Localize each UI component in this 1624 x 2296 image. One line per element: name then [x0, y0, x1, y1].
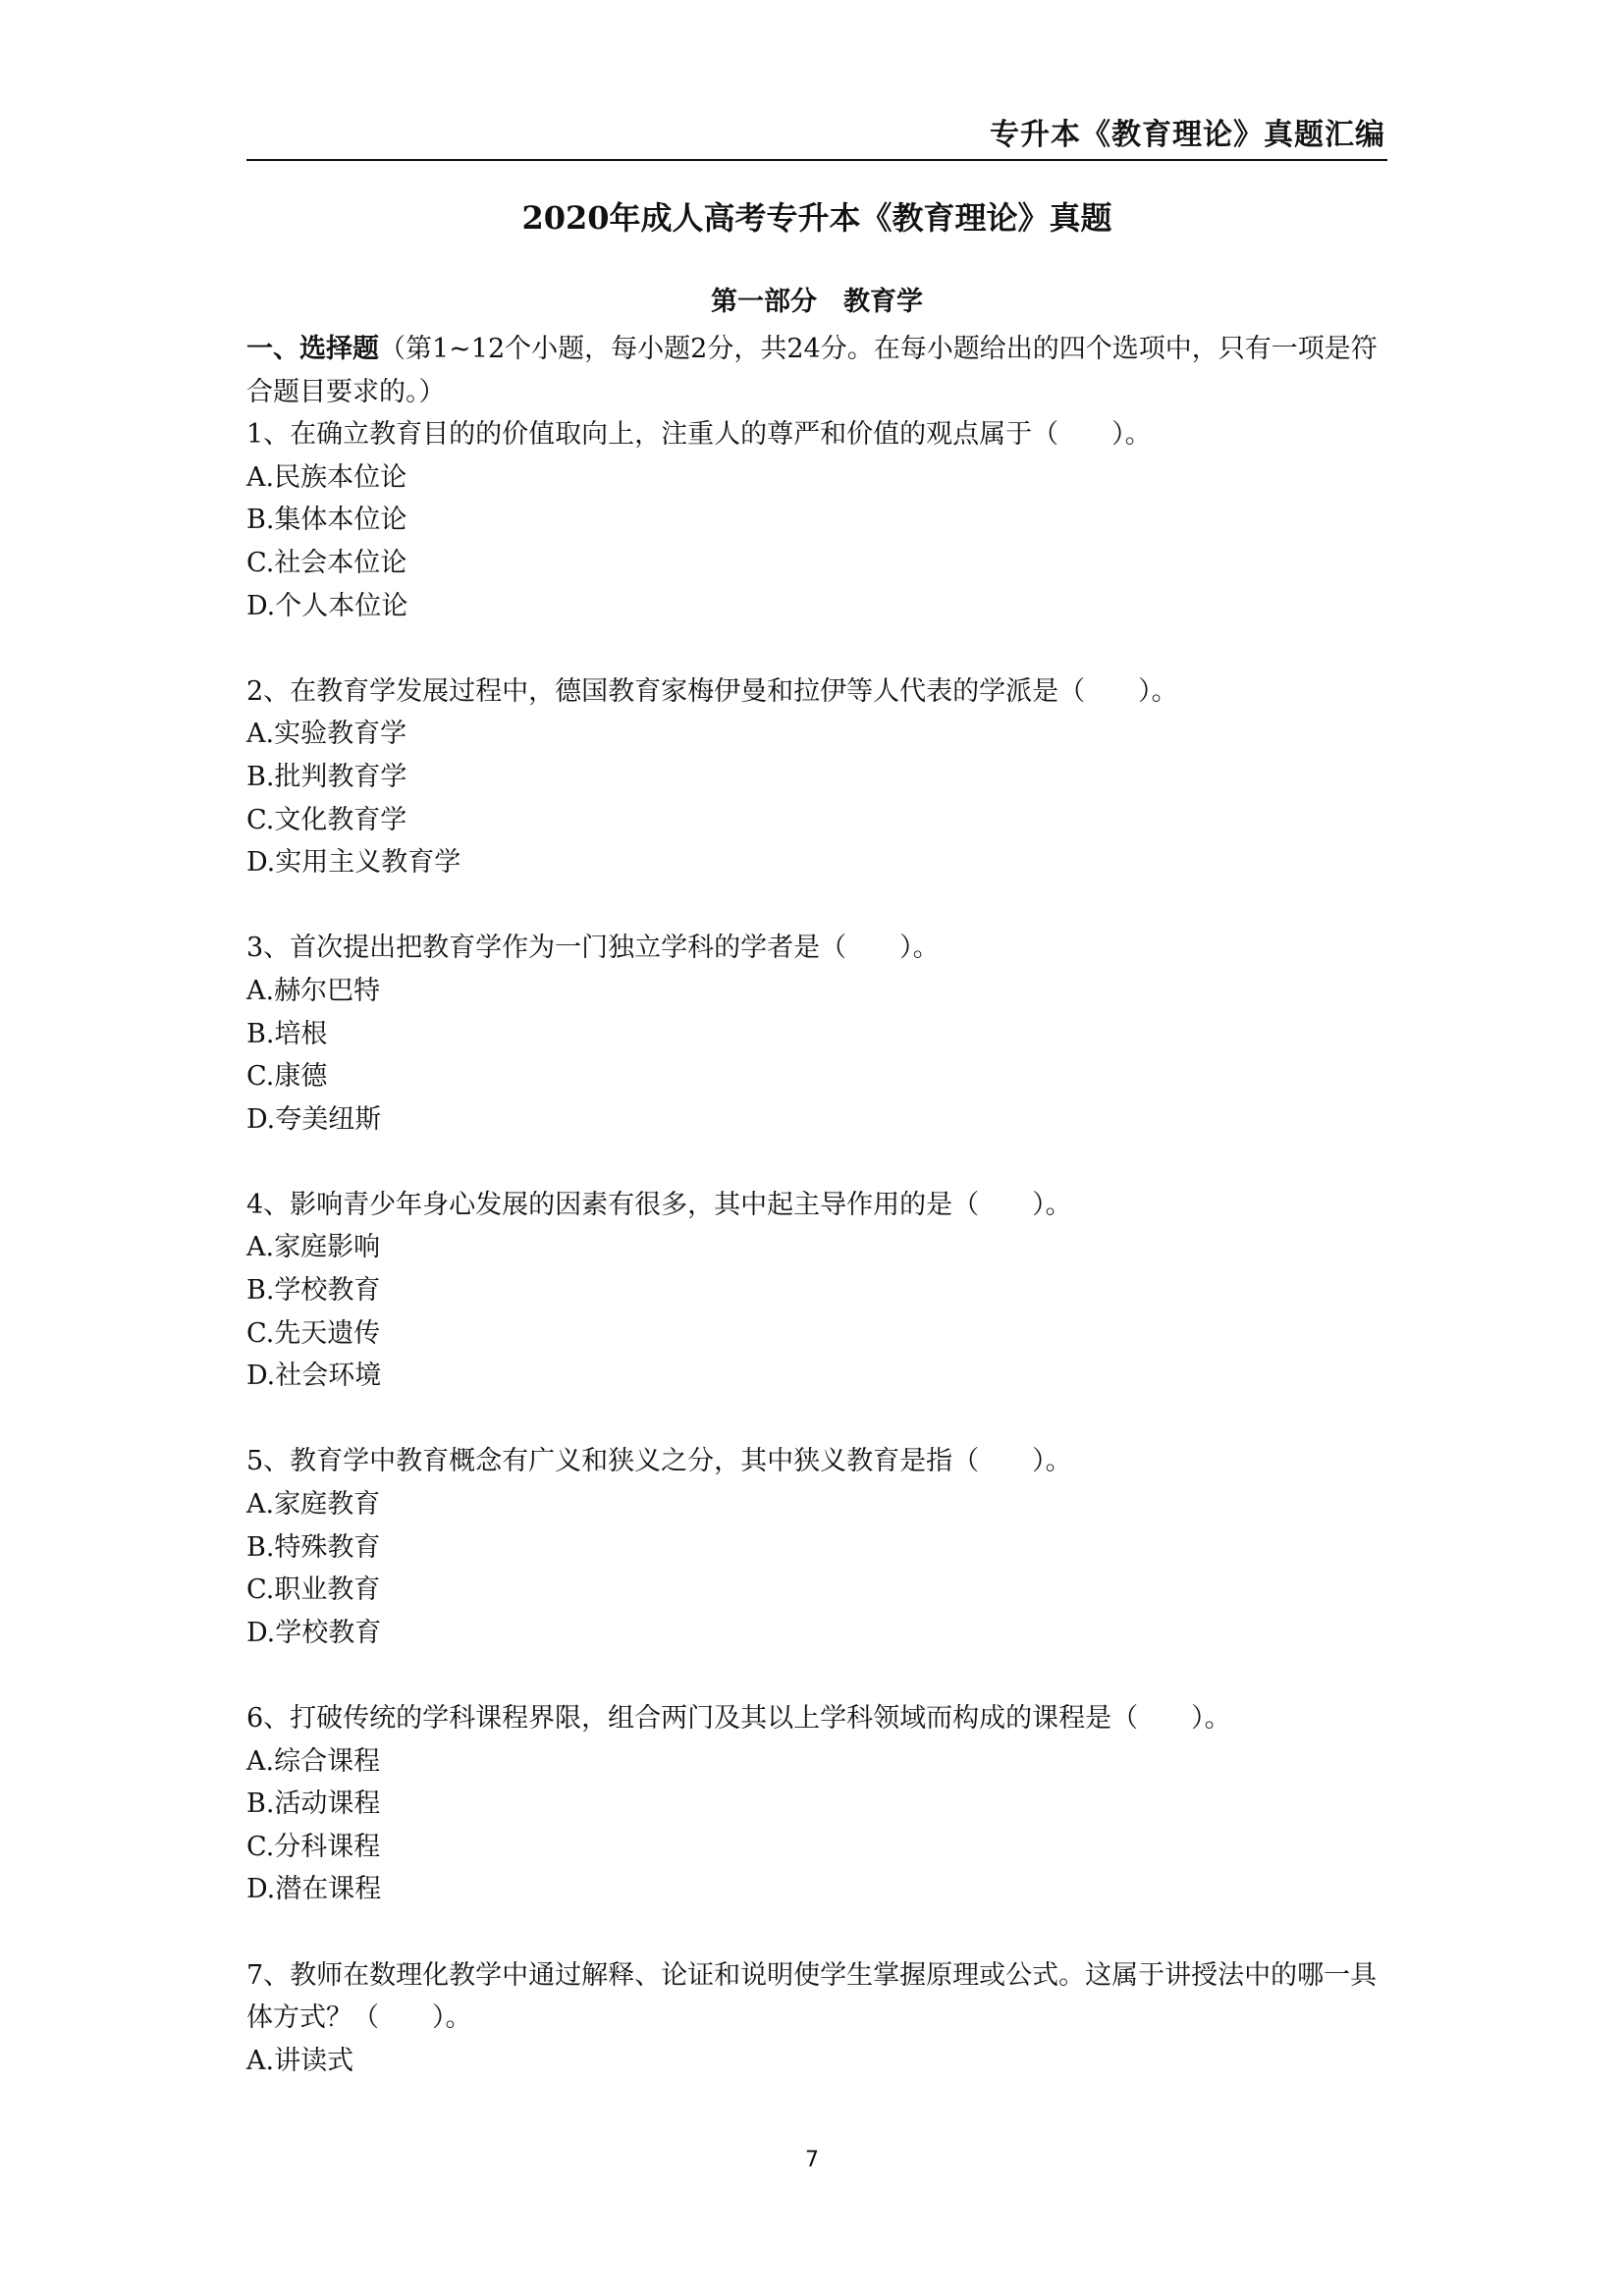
question-5 — [246, 1440, 1387, 1654]
option-d: D.学校教育 — [246, 1617, 382, 1648]
option-d: D.实用主义教育学 — [246, 847, 461, 879]
option-a: A.家庭教育 — [246, 1489, 381, 1521]
question-stem: 4、影响青少年身心发展的因素有很多，其中起主导作用的是（ ）。 — [246, 1189, 1072, 1220]
option-a: A.家庭影响 — [246, 1232, 381, 1263]
option-c: C.康德 — [246, 1061, 328, 1093]
option-b: B.学校教育 — [246, 1275, 381, 1307]
question-3 — [246, 927, 1387, 1141]
part-title: 第一部分 教育学 — [711, 287, 923, 317]
running-header-title: 专升本《教育理论》真题汇编 — [990, 118, 1385, 152]
question-stem: 2、在教育学发展过程中，德国教育家梅伊曼和拉伊等人代表的学派是（ ）。 — [246, 675, 1178, 707]
option-d: D.社会环境 — [246, 1361, 382, 1392]
option-a: A.民族本位论 — [246, 461, 407, 493]
option-d: D.个人本位论 — [246, 590, 408, 621]
section-instruction: （第1~12个小题，每小题2分，共24分。在每小题给出的四个选项中，只有一项是符合题目要求的。） — [246, 334, 1378, 407]
option-c: C.职业教育 — [246, 1575, 381, 1606]
option-d: D.夸美纽斯 — [246, 1103, 382, 1135]
option-a: A.讲读式 — [246, 2045, 354, 2076]
option-d: D.潜在课程 — [246, 1874, 382, 1905]
section-label: 一、选择题 — [246, 334, 379, 364]
page-number: 7 — [805, 2148, 819, 2172]
option-b: B.培根 — [246, 1018, 328, 1049]
option-b: B.活动课程 — [246, 1789, 381, 1820]
option-a: A.赫尔巴特 — [246, 975, 381, 1006]
question-stem: 5、教育学中教育概念有广义和狭义之分，其中狭义教育是指（ ）。 — [246, 1446, 1072, 1477]
question-6 — [246, 1697, 1387, 1911]
question-2 — [246, 670, 1387, 884]
option-a: A.实验教育学 — [246, 719, 407, 750]
section-heading — [246, 328, 1387, 413]
question-7 — [246, 1954, 1387, 2083]
option-c: C.分科课程 — [246, 1831, 381, 1862]
option-c: C.先天遗传 — [246, 1317, 381, 1349]
question-1 — [246, 413, 1387, 627]
question-stem: 3、首次提出把教育学作为一门独立学科的学者是（ ）。 — [246, 933, 940, 964]
question-stem: 6、打破传统的学科课程界限，组合两门及其以上学科领域而构成的课程是（ ）。 — [246, 1703, 1231, 1734]
question-stem: 1、在确立教育目的的价值取向上，注重人的尊严和价值的观点属于（ ）。 — [246, 419, 1152, 451]
option-c: C.社会本位论 — [246, 547, 407, 578]
option-c: C.文化教育学 — [246, 804, 407, 835]
question-stem: 7、教师在数理化教学中通过解释、论证和说明使学生掌握原理或公式。这属于讲授法中的哪一具体方式？（ ）。 — [246, 1959, 1378, 2034]
running-header — [246, 116, 1387, 161]
document-title: 2020年成人高考专升本《教育理论》真题 — [521, 199, 1112, 237]
question-4 — [246, 1184, 1387, 1398]
question-content — [246, 328, 1387, 2082]
option-b: B.特殊教育 — [246, 1531, 381, 1563]
option-a: A.综合课程 — [246, 1745, 381, 1777]
option-b: B.集体本位论 — [246, 505, 407, 536]
option-b: B.批判教育学 — [246, 761, 407, 792]
